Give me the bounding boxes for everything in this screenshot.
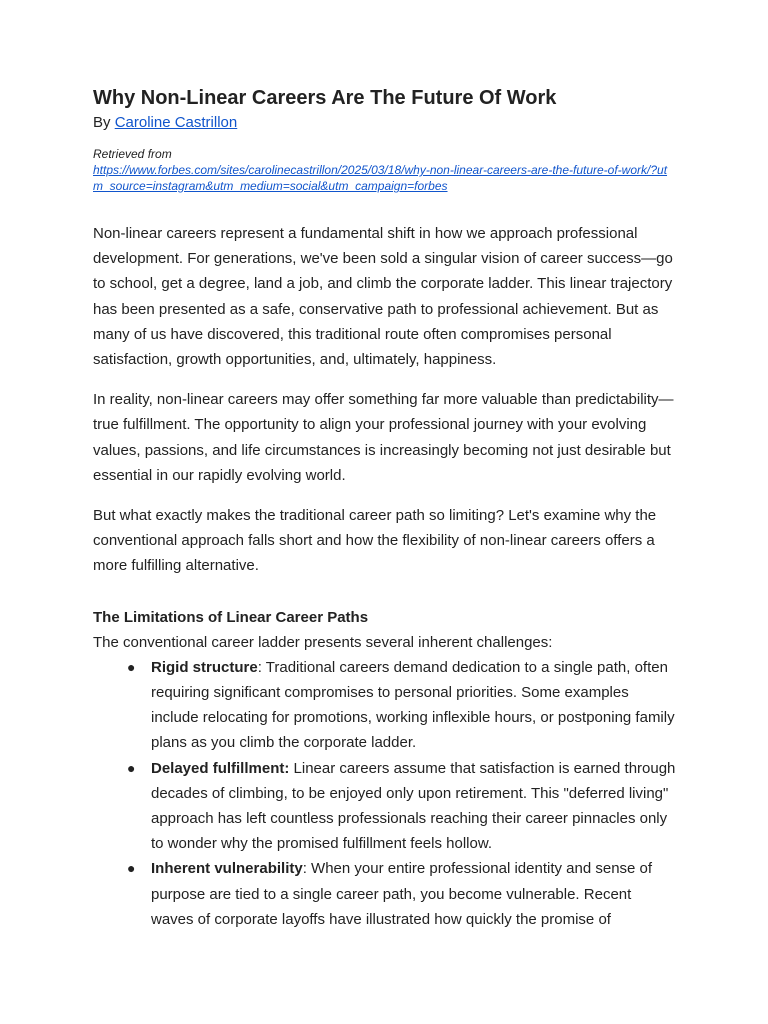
- paragraph-3: But what exactly makes the traditional career path so limiting? Let's examine why the conventional approach falls short and how the flexibility of non-linear careers offers a more fulfilling alternative.: [93, 507, 657, 575]
- list-item: [127, 756, 676, 857]
- author-link[interactable]: Caroline Castrillon: [114, 114, 238, 131]
- retrieved-label: Retrieved from: [93, 147, 172, 161]
- challenges-list: [93, 655, 676, 932]
- bullet-icon: ●: [127, 658, 136, 675]
- list-item: [127, 856, 676, 932]
- bullet-text: : Traditional careers demand dedication to a single path, often requiring significant compromises to personal priorities. Some examples include relocating for promotions, working inflexible hours, or postponing family plans as you climb the corporate ladder.: [151, 658, 675, 752]
- list-item: [127, 655, 676, 756]
- bullet-text: : When your entire professional identity and sense of purpose are tied to a single career path, you become vulnerable. Recent waves of corporate layoffs have illustrated how quickly the promise of: [151, 860, 653, 928]
- paragraph-2: In reality, non-linear careers may offer something far more valuable than predictability—true fulfillment. The opportunity to align your professional journey with your evolving values, passions, and life circumstances is increasingly becoming not just desirable but essential in our rapidly evolving world.: [93, 391, 674, 484]
- bullet-term: Delayed fulfillment:: [151, 759, 290, 777]
- source-url-link[interactable]: https://www.forbes.com/sites/carolinecastrillon/2025/03/18/why-non-linear-careers-are-the-future-of-work/?utm_source=instagram&utm_medium=social&utm_campaign=forbes: [93, 163, 668, 193]
- section-intro: The conventional career ladder presents several inherent challenges:: [93, 633, 553, 651]
- bullet-text: Linear careers assume that satisfaction is earned through decades of climbing, to be enjoyed only upon retirement. This "deferred living" approach has left countless professionals reaching their career pinnacles only to wonder why the promised fulfillment feels hollow.: [151, 759, 676, 853]
- bullet-icon: ●: [127, 860, 136, 877]
- byline-prefix: By: [93, 114, 115, 131]
- source-url: [93, 162, 676, 194]
- bullet-icon: ●: [127, 759, 136, 776]
- bullet-term: Rigid structure: [151, 658, 258, 676]
- article-title: Why Non-Linear Careers Are The Future Of Work: [93, 87, 557, 109]
- paragraph-1: Non-linear careers represent a fundamental shift in how we approach professional development. For generations, we've been sold a singular vision of career success—go to school, get a degree, land a job, and climb the corporate ladder. This linear trajectory has been presented as a safe, conservative path to professional achievement. But as many of us have discovered, this traditional route often compromises personal satisfaction, growth opportunities, and, ultimately, happiness.: [93, 225, 673, 369]
- bullet-term: Inherent vulnerability: [151, 860, 303, 878]
- section-heading: The Limitations of Linear Career Paths: [93, 608, 369, 626]
- byline: [93, 112, 676, 134]
